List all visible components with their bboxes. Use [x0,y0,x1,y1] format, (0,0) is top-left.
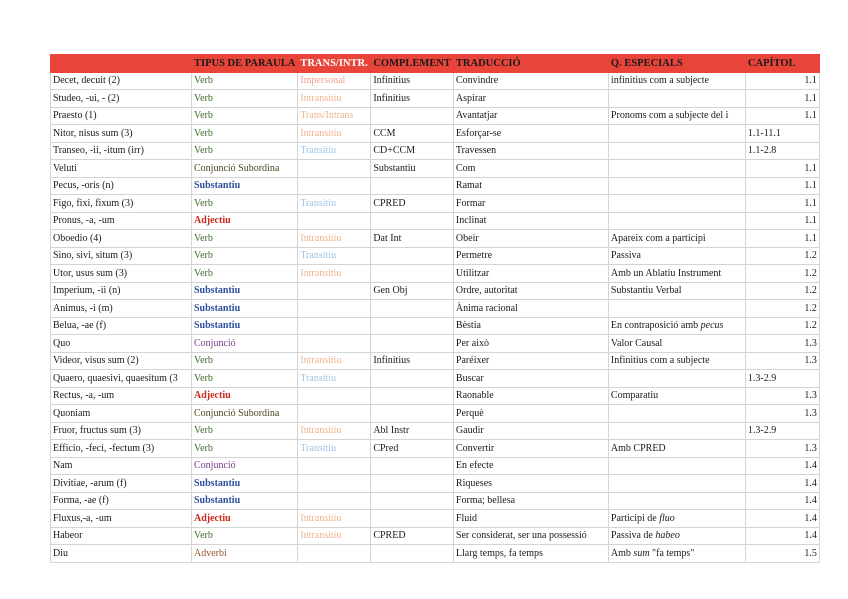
cell-word[interactable]: Habeor [51,527,192,545]
cell-chapter[interactable]: 1.1 [745,160,819,178]
cell-special[interactable] [608,492,745,510]
cell-translation[interactable]: Raonable [453,387,608,405]
special-text: Amb [610,547,634,559]
cell-chapter[interactable]: 1.2 [745,300,819,318]
cell-type[interactable]: Conjunció Subordina [192,160,298,178]
cell-trans[interactable] [298,387,371,405]
cell-type[interactable]: Verb [192,125,298,143]
cell-special[interactable] [608,265,745,283]
cell-special[interactable] [608,300,745,318]
cell-complement[interactable]: Gen Obj [371,282,454,300]
cell-trans[interactable]: Transitiu [298,142,371,160]
table-row [51,265,820,283]
cell-word[interactable]: Imperium, -ii (n) [51,282,192,300]
cell-complement[interactable]: CD+CCM [371,142,454,160]
cell-complement[interactable]: Infinitius [371,90,454,108]
cell-translation[interactable]: Perquè [453,405,608,423]
cell-trans[interactable]: Intransitiu [298,265,371,283]
cell-trans[interactable] [298,457,371,475]
cell-type[interactable]: Conjunció [192,457,298,475]
table-row [51,335,820,353]
table-row [51,440,820,458]
cell-complement[interactable] [371,335,454,353]
header-row [51,55,820,73]
cell-trans[interactable]: Intransitiu [298,125,371,143]
special-text: Amb CPRED [610,442,666,454]
cell-word[interactable]: Fluxus,-a, -um [51,510,192,528]
table-row [51,142,820,160]
cell-special[interactable] [608,212,745,230]
cell-trans[interactable]: Intransitiu [298,527,371,545]
cell-trans[interactable] [298,317,371,335]
cell-chapter[interactable]: 1.1 [745,72,819,90]
cell-translation[interactable]: Convertir [453,440,608,458]
cell-chapter[interactable]: 1.2 [745,247,819,265]
cell-special[interactable] [608,387,745,405]
header-cell-type[interactable]: TIPUS DE PARAULA [192,55,298,73]
special-text: Comparatiu [610,390,659,402]
cell-type[interactable]: Verb [192,107,298,125]
cell-complement[interactable] [371,457,454,475]
table-row [51,195,820,213]
cell-special[interactable] [608,177,745,195]
special-text: Pronoms com a subjecte del i [610,110,729,122]
special-text-after: "fa temps" [649,547,695,559]
cell-special[interactable] [608,457,745,475]
cell-complement[interactable] [371,387,454,405]
cell-special[interactable] [608,422,745,440]
cell-special[interactable] [608,335,745,353]
cell-translation[interactable]: Per això [453,335,608,353]
cell-word[interactable]: Divitiae, -arum (f) [51,475,192,493]
cell-complement[interactable] [371,405,454,423]
cell-translation[interactable]: Utilitzar [453,265,608,283]
cell-chapter[interactable]: 1.1 [745,195,819,213]
cell-translation[interactable]: Convindre [453,72,608,90]
cell-type[interactable]: Verb [192,440,298,458]
cell-chapter[interactable]: 1.1-11.1 [745,125,819,143]
cell-translation[interactable]: Aspirar [453,90,608,108]
cell-translation[interactable]: Avantatjar [453,107,608,125]
cell-chapter[interactable]: 1.2 [745,282,819,300]
table-row [51,352,820,370]
cell-special[interactable] [608,142,745,160]
cell-complement[interactable]: CPRED [371,527,454,545]
cell-translation[interactable]: Llarg temps, fa temps [453,545,608,563]
special-text: Apareix com a participi [610,232,706,244]
table-row [51,405,820,423]
table-row [51,545,820,563]
cell-chapter[interactable]: 1.3 [745,440,819,458]
table-row [51,212,820,230]
cell-trans[interactable]: Transitiu [298,370,371,388]
cell-chapter[interactable]: 1.1 [745,230,819,248]
table-row [51,300,820,318]
cell-word[interactable]: Praesto (1) [51,107,192,125]
cell-word[interactable]: Nam [51,457,192,475]
cell-word[interactable]: Figo, fixi, fixum (3) [51,195,192,213]
cell-complement[interactable] [371,492,454,510]
cell-chapter[interactable]: 1.3 [745,405,819,423]
special-latin-term: fluo [659,512,675,524]
special-latin-term: sum [633,547,650,559]
cell-word[interactable]: Pronus, -a, -um [51,212,192,230]
cell-translation[interactable]: Paréixer [453,352,608,370]
cell-chapter[interactable]: 1.1 [745,212,819,230]
special-text: Valor Causal [610,337,663,349]
cell-special[interactable] [608,125,745,143]
cell-trans[interactable] [298,405,371,423]
cell-chapter[interactable]: 1.5 [745,545,819,563]
header-cell-complement[interactable]: COMPLEMENT [371,55,454,73]
cell-translation[interactable]: Bèstia [453,317,608,335]
cell-translation[interactable]: Riqueses [453,475,608,493]
cell-word[interactable]: Quoniam [51,405,192,423]
cell-special[interactable] [608,247,745,265]
cell-special[interactable] [608,370,745,388]
cell-special[interactable] [608,317,745,335]
special-text: Passiva [610,250,641,262]
cell-type[interactable]: Verb [192,247,298,265]
cell-type[interactable]: Adjectiu [192,387,298,405]
cell-special[interactable] [608,72,745,90]
cell-chapter[interactable]: 1.4 [745,457,819,475]
cell-type[interactable]: Verb [192,230,298,248]
table-row [51,457,820,475]
table-row [51,177,820,195]
cell-special[interactable] [608,230,745,248]
cell-chapter[interactable]: 1.1-2.8 [745,142,819,160]
cell-word[interactable]: Veluti [51,160,192,178]
cell-word[interactable]: Efficio, -feci, -fectum (3) [51,440,192,458]
cell-complement[interactable] [371,545,454,563]
cell-special[interactable] [608,545,745,563]
cell-translation[interactable]: Fluid [453,510,608,528]
cell-translation[interactable]: Inclinat [453,212,608,230]
header-cell-translation[interactable]: TRADUCCIÓ [453,55,608,73]
cell-special[interactable] [608,405,745,423]
cell-chapter[interactable]: 1.4 [745,510,819,528]
cell-chapter[interactable]: 1.3 [745,387,819,405]
cell-trans[interactable]: Transitiu [298,440,371,458]
table-row [51,475,820,493]
cell-complement[interactable]: Substantiu [371,160,454,178]
special-text: Amb un Ablatiu Instrument [610,267,722,279]
cell-complement[interactable] [371,177,454,195]
table-row [51,387,820,405]
cell-complement[interactable]: Infinitius [371,352,454,370]
special-text: En contraposició amb [610,320,701,332]
table-row [51,422,820,440]
cell-translation[interactable]: Ramat [453,177,608,195]
cell-type[interactable]: Conjunció [192,335,298,353]
table-row [51,492,820,510]
cell-special[interactable] [608,282,745,300]
cell-translation[interactable]: Com [453,160,608,178]
cell-chapter[interactable]: 1.4 [745,492,819,510]
cell-complement[interactable] [371,317,454,335]
cell-translation[interactable]: Gaudir [453,422,608,440]
cell-type[interactable]: Verb [192,370,298,388]
table-row [51,160,820,178]
cell-type[interactable]: Substantiu [192,317,298,335]
cell-complement[interactable] [371,370,454,388]
cell-translation[interactable]: Travessen [453,142,608,160]
cell-special[interactable] [608,90,745,108]
cell-trans[interactable]: Impersonal [298,72,371,90]
cell-chapter[interactable]: 1.2 [745,265,819,283]
cell-translation[interactable]: Ser considerat, ser una possessió [453,527,608,545]
cell-word[interactable]: Utor, usus sum (3) [51,265,192,283]
special-text: infinitius com a subjecte [610,75,709,87]
cell-trans[interactable]: Intransitiu [298,90,371,108]
cell-special[interactable] [608,195,745,213]
header-cell-special[interactable]: Q. ESPECIALS [608,55,745,73]
cell-translation[interactable]: Obeir [453,230,608,248]
cell-word[interactable]: Belua, -ae (f) [51,317,192,335]
table-row [51,247,820,265]
table-row [51,527,820,545]
cell-trans[interactable] [298,475,371,493]
cell-trans[interactable] [298,212,371,230]
cell-type[interactable]: Substantiu [192,492,298,510]
cell-trans[interactable] [298,545,371,563]
cell-word[interactable]: Diu [51,545,192,563]
cell-trans[interactable]: Transitiu [298,247,371,265]
cell-chapter[interactable]: 1.2 [745,317,819,335]
cell-chapter[interactable]: 1.1 [745,107,819,125]
cell-trans[interactable]: Intransitiu [298,352,371,370]
cell-complement[interactable] [371,265,454,283]
cell-type[interactable]: Verb [192,527,298,545]
table-row [51,90,820,108]
vocabulary-table [50,54,820,563]
cell-trans[interactable] [298,177,371,195]
cell-type[interactable]: Verb [192,422,298,440]
cell-complement[interactable] [371,247,454,265]
cell-word[interactable]: Forma, -ae (f) [51,492,192,510]
cell-complement[interactable] [371,510,454,528]
cell-translation[interactable]: Ànima racional [453,300,608,318]
cell-word[interactable]: Sino, sivi, situm (3) [51,247,192,265]
cell-chapter[interactable]: 1.3-2.9 [745,370,819,388]
cell-complement[interactable]: CPred [371,440,454,458]
cell-special[interactable] [608,475,745,493]
cell-complement[interactable] [371,107,454,125]
cell-word[interactable]: Transeo, -ii, -itum (irr) [51,142,192,160]
special-text: Passiva de [610,530,656,542]
special-text: Infinitius com a subjecte [610,355,710,367]
cell-trans[interactable]: Intransitiu [298,510,371,528]
cell-trans[interactable] [298,282,371,300]
cell-word[interactable]: Nitor, nisus sum (3) [51,125,192,143]
cell-word[interactable]: Rectus, -a, -um [51,387,192,405]
table-row [51,230,820,248]
table-body [51,72,820,562]
cell-word[interactable]: Videor, visus sum (2) [51,352,192,370]
cell-translation[interactable]: Formar [453,195,608,213]
cell-complement[interactable]: Infinitius [371,72,454,90]
cell-chapter[interactable]: 1.4 [745,527,819,545]
table-row [51,317,820,335]
cell-complement[interactable] [371,300,454,318]
cell-chapter[interactable]: 1.1 [745,177,819,195]
table-row [51,510,820,528]
table-row [51,72,820,90]
cell-type[interactable]: Verb [192,195,298,213]
cell-type[interactable]: Adjectiu [192,510,298,528]
cell-trans[interactable] [298,335,371,353]
cell-word[interactable]: Quaero, quaesivi, quaesitum (3 [51,370,192,388]
cell-word[interactable]: Fruor, fructus sum (3) [51,422,192,440]
cell-type[interactable]: Substantiu [192,282,298,300]
cell-trans[interactable]: Intransitiu [298,422,371,440]
cell-chapter[interactable]: 1.3 [745,352,819,370]
cell-complement[interactable]: CPRED [371,195,454,213]
cell-type[interactable]: Substantiu [192,300,298,318]
special-text: Participi de [610,512,660,524]
cell-translation[interactable]: En efecte [453,457,608,475]
cell-translation[interactable]: Ordre, autoritat [453,282,608,300]
table-row [51,125,820,143]
table-row [51,107,820,125]
cell-special[interactable] [608,440,745,458]
cell-type[interactable]: Verb [192,142,298,160]
cell-type[interactable]: Adjectiu [192,212,298,230]
table-row [51,370,820,388]
cell-special[interactable] [608,107,745,125]
cell-trans[interactable] [298,492,371,510]
cell-chapter[interactable]: 1.3 [745,335,819,353]
cell-translation[interactable]: Forma; bellesa [453,492,608,510]
cell-complement[interactable]: Abl Instr [371,422,454,440]
cell-word[interactable]: Quo [51,335,192,353]
special-latin-term: pecus [700,320,724,332]
cell-trans[interactable] [298,160,371,178]
cell-special[interactable] [608,160,745,178]
cell-translation[interactable]: Esforçar-se [453,125,608,143]
cell-chapter[interactable]: 1.3-2.9 [745,422,819,440]
cell-type[interactable]: Verb [192,352,298,370]
cell-word[interactable]: Pecus, -oris (n) [51,177,192,195]
cell-type[interactable]: Verb [192,72,298,90]
cell-trans[interactable]: Transitiu [298,195,371,213]
cell-translation[interactable]: Buscar [453,370,608,388]
cell-complement[interactable]: CCM [371,125,454,143]
cell-word[interactable]: Animus, -i (m) [51,300,192,318]
cell-type[interactable]: Conjunció Subordina [192,405,298,423]
cell-translation[interactable]: Permetre [453,247,608,265]
cell-word[interactable]: Decet, decuit (2) [51,72,192,90]
special-text: Substantiu Verbal [610,285,682,297]
cell-type[interactable]: Substantiu [192,177,298,195]
cell-type[interactable]: Adverbi [192,545,298,563]
cell-complement[interactable] [371,475,454,493]
cell-word[interactable]: Oboedio (4) [51,230,192,248]
special-latin-term: habeo [655,530,680,542]
cell-special[interactable] [608,352,745,370]
cell-type[interactable]: Substantiu [192,475,298,493]
table-row [51,282,820,300]
header-cell-trans[interactable]: TRANS/INTR. [298,55,371,73]
cell-chapter[interactable]: 1.1 [745,90,819,108]
cell-word[interactable]: Studeo, -ui, - (2) [51,90,192,108]
cell-special[interactable] [608,510,745,528]
header-cell-word[interactable] [51,55,192,73]
cell-special[interactable] [608,527,745,545]
cell-trans[interactable]: Intransitiu [298,230,371,248]
cell-type[interactable]: Verb [192,265,298,283]
cell-trans[interactable]: Trans/Intrans [298,107,371,125]
cell-chapter[interactable]: 1.4 [745,475,819,493]
cell-complement[interactable] [371,212,454,230]
cell-type[interactable]: Verb [192,90,298,108]
cell-complement[interactable]: Dat Int [371,230,454,248]
cell-trans[interactable] [298,300,371,318]
header-cell-chapter[interactable]: CAPÍTOL [745,55,819,73]
